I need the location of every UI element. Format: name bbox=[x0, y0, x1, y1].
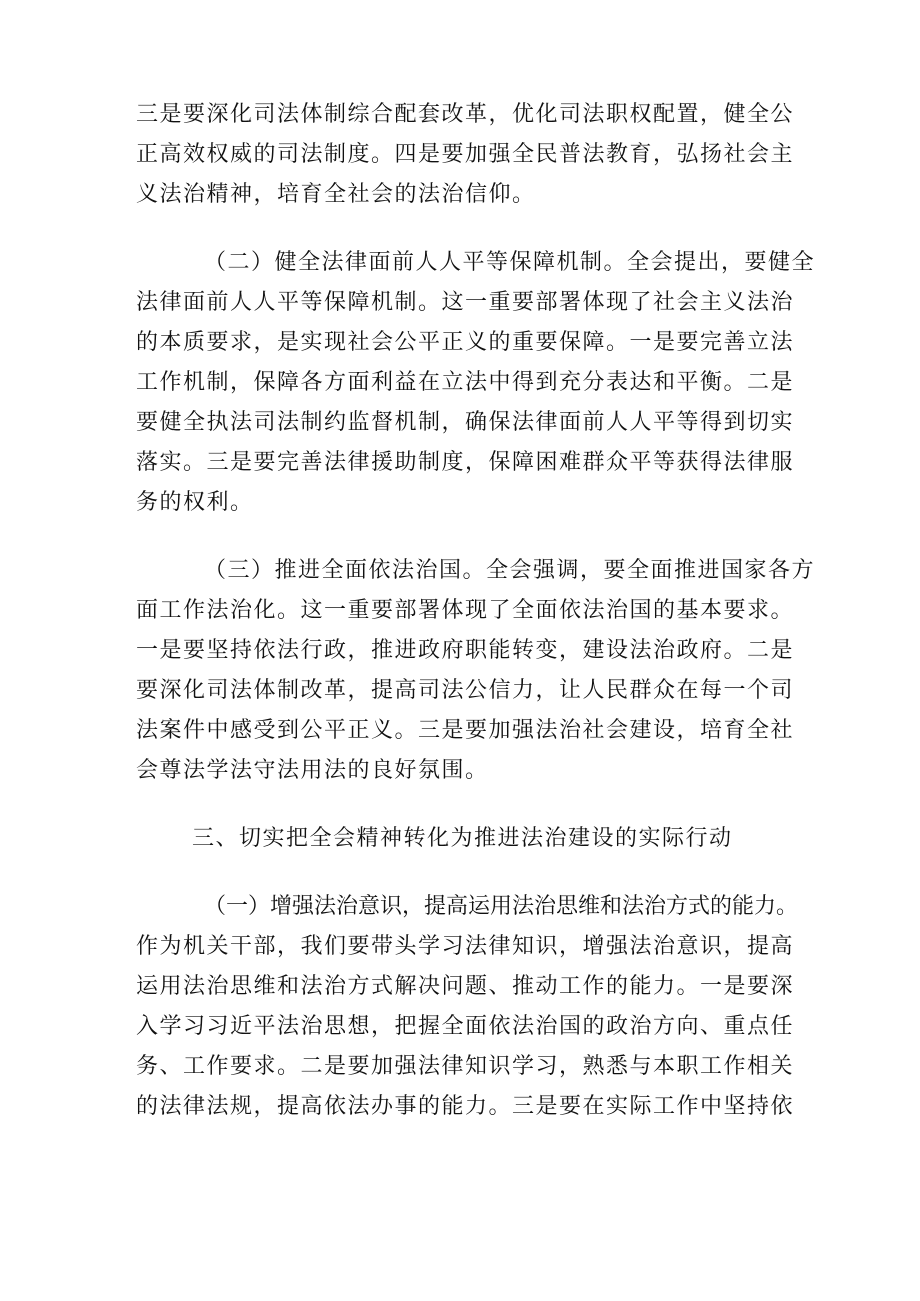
text-line: 落实。三是要完善法律援助制度，保障困难群众平等获得法律服 bbox=[136, 450, 795, 475]
text-line: 正高效权威的司法制度。四是要加强全民普法教育，弘扬社会主 bbox=[136, 142, 795, 167]
text-line: 作为机关干部，我们要带头学习法律知识，增强法治意识，提高 bbox=[136, 934, 795, 959]
text-line: 运用法治思维和法治方式解决问题、推动工作的能力。一是要深 bbox=[136, 974, 795, 999]
paragraph-equal-protection bbox=[136, 243, 816, 523]
text-line: （一）增强法治意识，提高运用法治思维和法治方式的能力。 bbox=[204, 894, 799, 919]
heading-line: 三、切实把全会精神转化为推进法治建设的实际行动 bbox=[192, 826, 733, 851]
text-line: 的法律法规，提高依法办事的能力。三是要在实际工作中坚持依 bbox=[136, 1094, 795, 1119]
paragraph-continuation bbox=[136, 95, 795, 215]
text-line: 的本质要求，是实现社会公平正义的重要保障。一是要完善立法 bbox=[136, 330, 795, 355]
text-line: 义法治精神，培育全社会的法治信仰。 bbox=[136, 182, 536, 207]
text-line: 要健全执法司法制约监督机制，确保法律面前人人平等得到切实 bbox=[136, 410, 795, 435]
section-heading bbox=[136, 819, 786, 859]
paragraph-rule-of-law bbox=[136, 551, 816, 791]
text-line: 法案件中感受到公平正义。三是要加强法治社会建设，培育全社 bbox=[136, 718, 795, 743]
text-line: 三是要深化司法体制综合配套改革，优化司法职权配置，健全公 bbox=[136, 102, 795, 127]
text-line: 面工作法治化。这一重要部署体现了全面依法治国的基本要求。 bbox=[136, 598, 795, 623]
text-line: 会尊法学法守法用法的良好氛围。 bbox=[136, 758, 489, 783]
text-line: 务的权利。 bbox=[136, 490, 254, 515]
text-line: （三）推进全面依法治国。全会强调，要全面推进国家各方 bbox=[204, 558, 816, 583]
paragraph-legal-awareness bbox=[136, 887, 799, 1127]
text-line: 务、工作要求。二是要加强法律知识学习，熟悉与本职工作相关 bbox=[136, 1054, 795, 1079]
text-line: 要深化司法体制改革，提高司法公信力，让人民群众在每一个司 bbox=[136, 678, 795, 703]
text-line: 工作机制，保障各方面利益在立法中得到充分表达和平衡。二是 bbox=[136, 370, 795, 395]
text-line: 入学习习近平法治思想，把握全面依法治国的政治方向、重点任 bbox=[136, 1014, 795, 1039]
text-line: （二）健全法律面前人人平等保障机制。全会提出，要健全 bbox=[204, 250, 816, 275]
text-line: 法律面前人人平等保障机制。这一重要部署体现了社会主义法治 bbox=[136, 290, 795, 315]
text-line: 一是要坚持依法行政，推进政府职能转变，建设法治政府。二是 bbox=[136, 638, 795, 663]
document-body bbox=[136, 95, 816, 1127]
